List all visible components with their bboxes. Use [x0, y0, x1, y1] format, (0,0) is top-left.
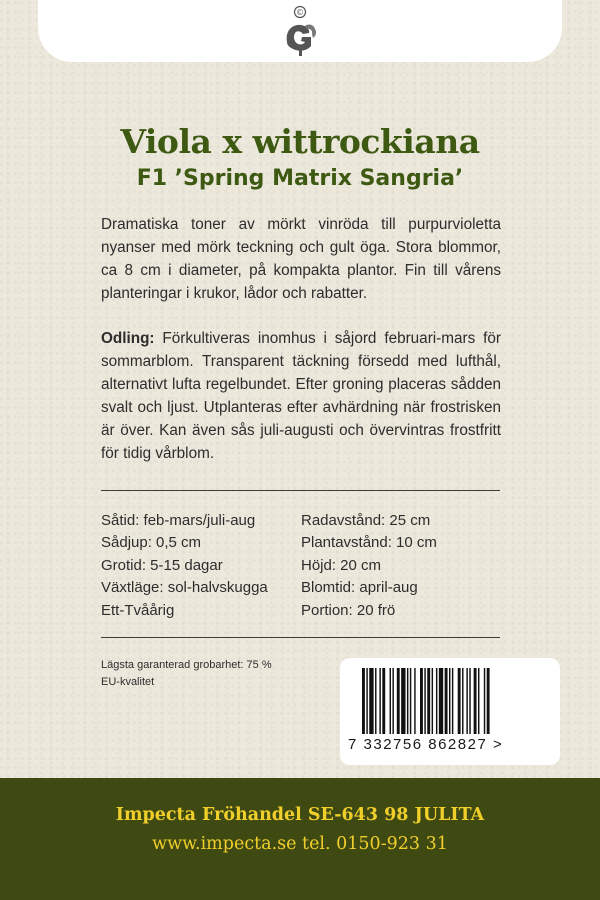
odling-label: Odling: [101, 330, 155, 347]
barcode-bar [420, 668, 423, 734]
barcode-bar [432, 668, 433, 734]
spec-germination-time: Grotid: 5-15 dagar [101, 556, 223, 574]
spec-lifecycle: Ett-Tvåårig [101, 601, 175, 619]
fineprint [101, 657, 272, 691]
barcode-bar [397, 668, 400, 734]
barcode-digits: 7 332756 862827 > [348, 736, 504, 753]
divider-bottom [101, 637, 500, 638]
footer [0, 778, 600, 900]
barcode-bar [392, 668, 393, 734]
barcode-bar [369, 668, 373, 734]
barcode-bar [424, 668, 425, 734]
barcode [340, 658, 560, 765]
barcode-bar [382, 668, 385, 734]
barcode-bar [466, 668, 467, 734]
barcode-bar [452, 668, 453, 734]
barcode-bar [366, 668, 367, 734]
spec-location: Växtläge: sol-halvskugga [101, 579, 268, 597]
spec-bloom-time: Blomtid: april-aug [301, 579, 418, 597]
barcode-bar [439, 668, 443, 734]
barcode-bar [436, 668, 437, 734]
footer-contact: www.impecta.se tel. 0150-923 31 [152, 834, 448, 854]
barcode-bars [362, 668, 538, 734]
variety-title: F1 ’Spring Matrix Sangria’ [136, 166, 464, 191]
barcode-bar [487, 668, 490, 734]
spec-height: Höjd: 20 cm [301, 556, 382, 574]
spec-sowing-time: Såtid: feb-mars/juli-aug [101, 512, 256, 529]
specs-right-column [301, 510, 437, 622]
quality-label: EU-kvalitet [101, 676, 155, 688]
barcode-bar [427, 668, 430, 734]
spec-portion: Portion: 20 frö [301, 601, 396, 619]
barcode-bar [478, 668, 479, 734]
barcode-bar [484, 668, 485, 734]
barcode-bar [414, 668, 415, 734]
barcode-bar [379, 668, 380, 734]
impecta-logo [279, 4, 321, 60]
spec-row-spacing: Radavstånd: 25 cm [301, 512, 431, 529]
barcode-bar [462, 668, 463, 734]
barcode-bar [458, 668, 461, 734]
footer-company: Impecta Fröhandel SE-643 98 JULITA [115, 805, 485, 825]
odling-section [101, 327, 501, 465]
divider-top [101, 490, 500, 491]
species-title: Viola x wittrockiana [120, 122, 480, 161]
copyright-mark: © [296, 8, 304, 17]
barcode-bar [407, 668, 408, 734]
barcode-bar [474, 668, 477, 734]
barcode-bar [469, 668, 470, 734]
barcode-bar [362, 668, 365, 734]
odling-text: Förkultiveras inomhus i såjord februari-mars för sommarblom. Transparent täckning försedd med lufthål, alternativt lufta regelbundet. Efter groning placeras sådden svalt och ljust. Utplanteras efter avhärdning när frostrisken är över. Kan även sås juli-augusti och övervintras frostfritt för tidig vårblom. [101, 330, 501, 462]
specs-left-column [101, 510, 268, 622]
germination-guarantee: Lägsta garanterad grobarhet: 75 % [101, 659, 272, 671]
barcode-bar [401, 668, 405, 734]
description-text: Dramatiska toner av mörkt vinröda till purpurvioletta nyanser med mörk teckning och gult öga. Stora blommor, ca 8 cm i diameter, på kompakta plantor. Fin till vårens planteringar i krukor, lådor och rabatter. [101, 216, 501, 302]
spec-sowing-depth: Sådjup: 0,5 cm [101, 534, 202, 552]
barcode-bar [375, 668, 376, 734]
barcode-bar [410, 668, 411, 734]
impecta-logo-icon [279, 4, 321, 60]
barcode-bar [390, 668, 391, 734]
barcode-bar [445, 668, 448, 734]
barcode-bar [449, 668, 450, 734]
spec-plant-spacing: Plantavstånd: 10 cm [301, 534, 437, 552]
